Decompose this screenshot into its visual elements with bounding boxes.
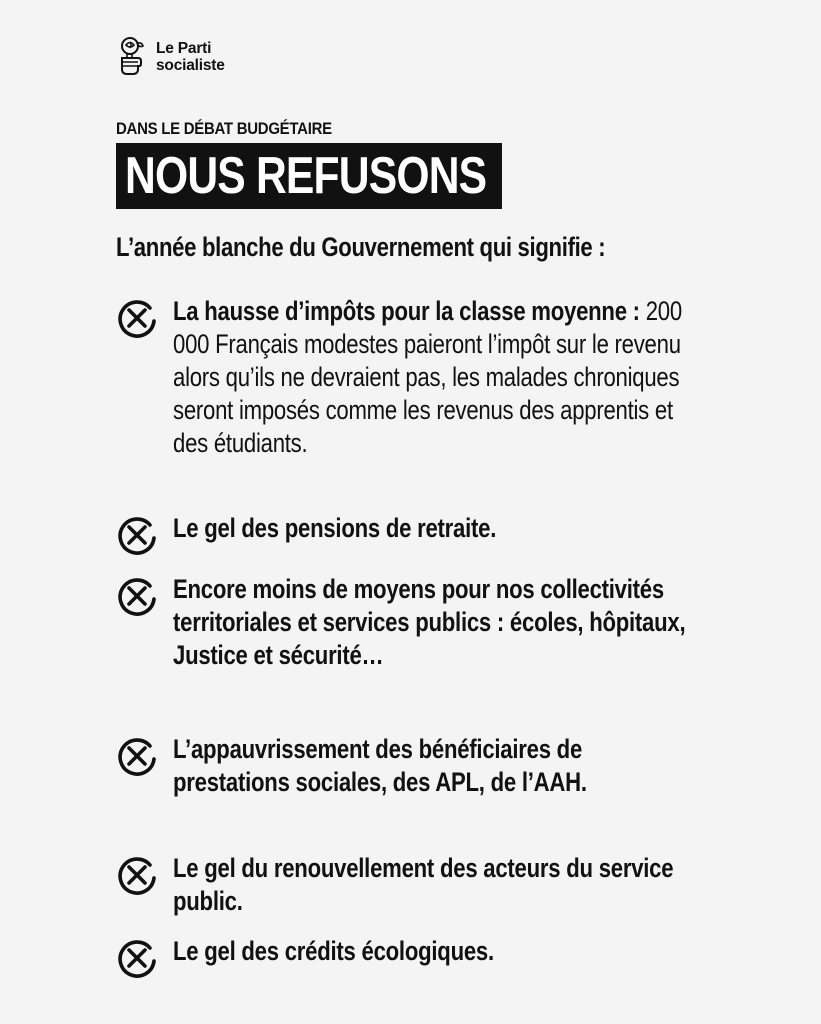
fist-and-rose-icon — [116, 36, 150, 78]
item-rest: 200 000 Français modestes paieront l’impôt sur le revenu alors qu’ils ne devraient pas, les malades chroniques seront imposés comme les revenus des apprentis et des étudiants. — [173, 296, 682, 458]
cross-circle-icon — [116, 856, 160, 896]
cross-circle-icon — [116, 939, 160, 979]
item-lead: La hausse d’impôts pour la classe moyenne : — [173, 296, 640, 326]
logo-line-1: Le Parti — [156, 40, 212, 57]
cross-circle-icon — [116, 516, 160, 556]
party-logo — [116, 36, 225, 78]
item-lead: Le gel du renouvellement des acteurs du service public. — [173, 853, 674, 916]
item-lead: Le gel des pensions de retraite. — [173, 513, 497, 543]
logo-line-2: socialiste — [156, 57, 225, 74]
item-lead: Le gel des crédits écologiques. — [173, 936, 494, 966]
intro-text: L’année blanche du Gouvernement qui signifie : — [116, 232, 606, 262]
cross-circle-icon — [116, 737, 160, 777]
item-lead: L’appauvrissement des bénéficiaires de prestations sociales, des APL, de l’AAH. — [173, 734, 587, 797]
headline: NOUS REFUSONS — [125, 147, 487, 205]
cross-circle-icon — [116, 299, 160, 339]
logo-wordmark — [156, 40, 225, 74]
item-lead: Encore moins de moyens pour nos collectivités territoriales et services publics : écoles, hôpitaux, Justice et sécurité… — [173, 574, 686, 670]
cross-circle-icon — [116, 577, 160, 617]
eyebrow-text: DANS LE DÉBAT BUDGÉTAIRE — [116, 119, 332, 138]
